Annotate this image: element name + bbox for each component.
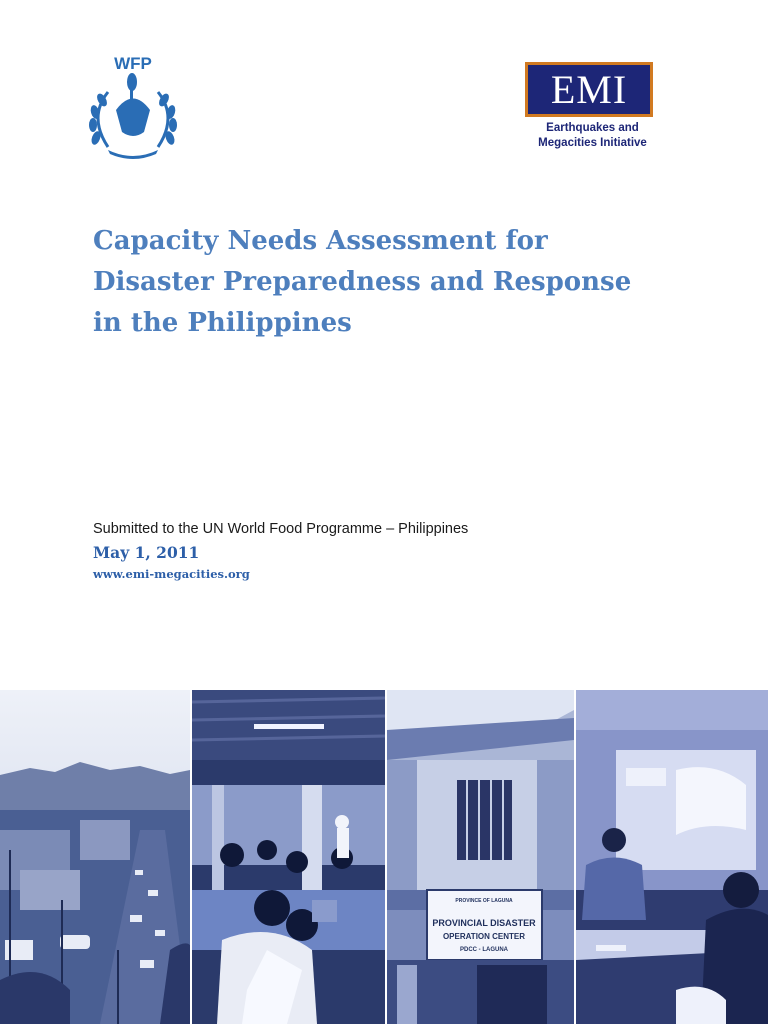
submitted-to: Submitted to the UN World Food Programme – Philippines bbox=[93, 521, 469, 537]
sign-line3-text: PDCC - LAGUNA bbox=[460, 947, 508, 953]
sign-line2-text: OPERATION CENTER bbox=[442, 932, 526, 941]
city-street-photo bbox=[0, 690, 190, 1024]
emi-logo-box bbox=[525, 62, 653, 117]
emi-logo-subtitle bbox=[520, 121, 665, 151]
emi-logo bbox=[520, 60, 670, 155]
emi-subtitle-line1: Earthquakes and bbox=[546, 122, 639, 134]
photo-strip bbox=[0, 690, 768, 1024]
meeting-pavilion-photo bbox=[192, 690, 385, 1024]
wfp-logo bbox=[78, 52, 188, 164]
website-link[interactable]: www.emi-megacities.org bbox=[93, 567, 250, 581]
title-line-3: in the Philippines bbox=[93, 308, 352, 338]
document-title bbox=[93, 221, 713, 344]
wfp-logo-text: WFP bbox=[114, 54, 152, 73]
presentation-room-photo bbox=[576, 690, 768, 1024]
disaster-center-building-photo bbox=[387, 690, 574, 1024]
emi-logo-letters: EMI bbox=[550, 66, 628, 112]
sign-line1-text: PROVINCIAL DISASTER bbox=[432, 918, 536, 928]
title-line-1: Capacity Needs Assessment for bbox=[93, 226, 548, 256]
title-line-2: Disaster Preparedness and Response bbox=[93, 267, 632, 297]
publication-date: May 1, 2011 bbox=[93, 543, 200, 562]
sign-header-text: PROVINCE OF LAGUNA bbox=[455, 898, 513, 904]
emi-subtitle-line2: Megacities Initiative bbox=[538, 137, 647, 149]
